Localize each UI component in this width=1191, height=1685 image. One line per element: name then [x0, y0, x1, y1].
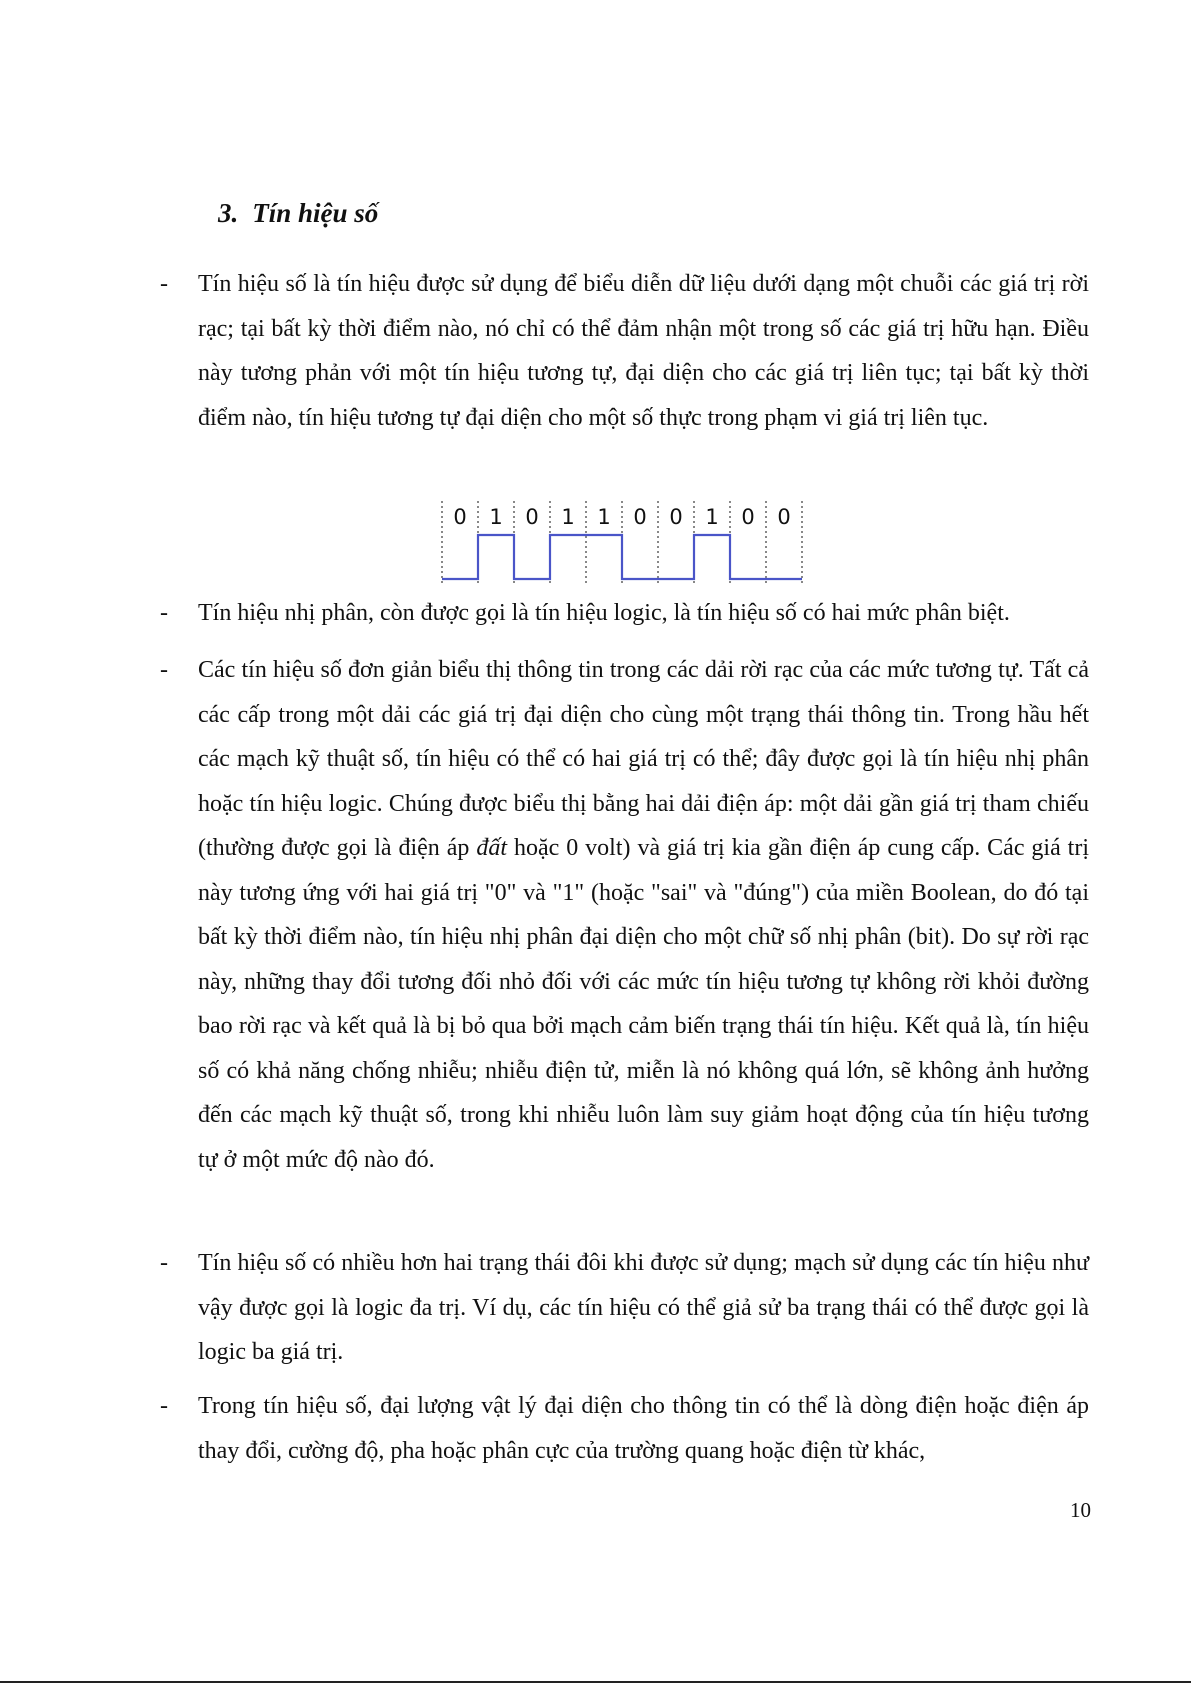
bit-label: 0 [453, 505, 467, 529]
bullet-marker: - [160, 1393, 168, 1419]
signal-waveform [442, 535, 802, 579]
bullet-text [198, 648, 1089, 1182]
bit-label: 1 [705, 505, 719, 529]
bit-label: 1 [561, 505, 575, 529]
bullet-item [160, 1241, 1089, 1375]
bullet-text: Tín hiệu số là tín hiệu được sử dụng để biểu diễn dữ liệu dưới dạng một chuỗi các giá trị rời rạc; tại bất kỳ thời điểm nào, nó chỉ có thể đảm nhận một trong số các giá trị hữu hạn. Điều này tương phản với một tín hiệu tương tự, đại diện cho các giá trị liên tục; tại bất kỳ thời điểm nào, tín hiệu tương tự đại diện cho một số thực trong phạm vi giá trị liên tục. [198, 271, 1089, 431]
bit-label: 1 [489, 505, 503, 529]
bit-label: 0 [777, 505, 791, 529]
bullet-text-part: Các tín hiệu số đơn giản biểu thị thông tin trong các dải rời rạc của các mức tương tự. Tất cả các cấp trong một dải các giá trị đại diện cho cùng một trạng thái thông tin. Trong hầu hết các mạch kỹ thuật số, tín hiệu có thể có hai giá trị có thể; đây được gọi là tín hiệu nhị phân hoặc tín hiệu logic. Chúng được biểu thị bằng hai dải điện áp: một dải gần giá trị tham chiếu (thường được gọi là điện áp [198, 657, 1089, 861]
bullet-text: Trong tín hiệu số, đại lượng vật lý đại diện cho thông tin có thể là dòng điện hoặc điện áp thay đổi, cường độ, pha hoặc phân cực của trường quang hoặc điện từ khác, [198, 1393, 1089, 1464]
section-heading [218, 198, 378, 229]
bit-label: 0 [669, 505, 683, 529]
bullet-item [160, 591, 1089, 636]
bullet-marker: - [160, 271, 168, 297]
section-title: Tín hiệu số [252, 198, 379, 228]
bit-label: 0 [633, 505, 647, 529]
bullet-marker: - [160, 657, 168, 683]
bit-label: 0 [741, 505, 755, 529]
bullet-item [160, 648, 1089, 1182]
bullet-text: Tín hiệu nhị phân, còn được gọi là tín hiệu logic, là tín hiệu số có hai mức phân biệt. [198, 600, 1010, 626]
bit-label: 1 [597, 505, 611, 529]
bit-label: 0 [525, 505, 539, 529]
bullet-marker: - [160, 600, 168, 626]
digital-signal-figure [438, 497, 806, 585]
bullet-text: Tín hiệu số có nhiều hơn hai trạng thái đôi khi được sử dụng; mạch sử dụng các tín hiệu như vậy được gọi là logic đa trị. Ví dụ, các tín hiệu có thể giả sử ba trạng thái có thể được gọi là logic ba giá trị. [198, 1250, 1089, 1365]
section-number: 3. [218, 198, 239, 228]
bullet-text-part: hoặc 0 volt) và giá trị kia gần điện áp cung cấp. Các giá trị này tương ứng với hai giá trị "0" và "1" (hoặc "sai" và "đúng") của miền Boolean, do đó tại bất kỳ thời điểm nào, tín hiệu nhị phân đại diện cho một chữ số nhị phân (bit). Do sự rời rạc này, những thay đổi tương đối nhỏ đối với các mức tín hiệu tương tự không rời khỏi đường bao rời rạc và kết quả là bị bỏ qua bởi mạch cảm biến trạng thái tín hiệu. Kết quả là, tín hiệu số có khả năng chống nhiễu; nhiễu điện tử, miễn là nó không quá lớn, sẽ không ảnh hưởng đến các mạch kỹ thuật số, trong khi nhiễu luôn làm suy giảm hoạt động của tín hiệu tương tự ở một mức độ nào đó. [198, 835, 1090, 1173]
bullet-item [160, 1384, 1089, 1473]
page-number: 10 [1070, 1498, 1091, 1522]
bottom-rule [0, 1681, 1191, 1683]
bullet-marker: - [160, 1250, 168, 1276]
bullet-item [160, 262, 1089, 440]
emphasized-term: đất [476, 835, 508, 861]
